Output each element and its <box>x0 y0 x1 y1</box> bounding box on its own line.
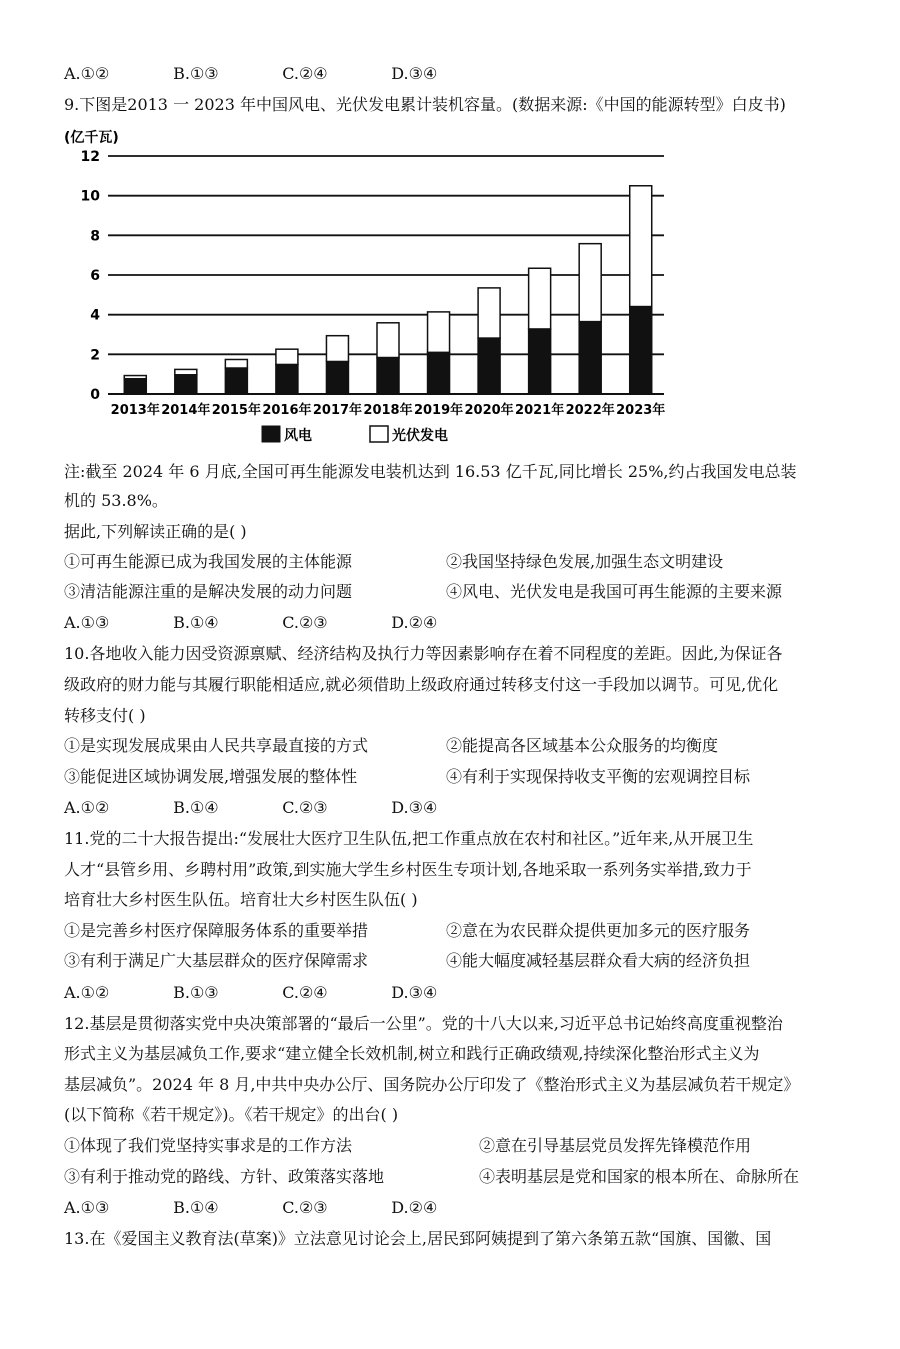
y-tick-label: 0 <box>90 387 100 403</box>
q9-statement-2: ②我国坚持绿色发展,加强生态文明建设 <box>446 552 724 571</box>
bar-solar <box>276 349 298 364</box>
bar-solar <box>529 268 551 329</box>
x-tick-label: 2016年 <box>262 403 312 418</box>
q12-statements-row1 <box>64 1136 864 1156</box>
bar-wind <box>428 352 450 394</box>
q8-option-b[interactable]: B.①③ <box>173 64 219 83</box>
x-tick-label: 2021年 <box>515 403 565 418</box>
q8-option-a[interactable]: A.①② <box>64 64 110 83</box>
x-tick-label: 2014年 <box>161 403 211 418</box>
wind-solar-capacity-chart <box>64 122 674 452</box>
legend-label-wind: 风电 <box>284 428 312 444</box>
bar-solar <box>326 336 348 362</box>
bar-wind <box>579 322 601 394</box>
bar-wind <box>529 329 551 394</box>
q10-statements-row2 <box>64 767 864 787</box>
q12-option-a[interactable]: A.①③ <box>64 1198 110 1217</box>
x-tick-label: 2019年 <box>413 403 464 418</box>
q9-statements-row2 <box>64 582 864 602</box>
q10-option-d[interactable]: D.③④ <box>391 798 438 817</box>
bar-solar <box>579 244 601 322</box>
bar-wind <box>478 338 500 394</box>
q9-stem: 9.下图是2013 一 2023 年中国风电、光伏发电累计装机容量。(数据来源:《中国的能源转型》白皮书) <box>64 95 786 114</box>
x-tick-label: 2023年 <box>616 403 666 418</box>
bar-wind <box>326 361 348 394</box>
x-tick-label: 2013年 <box>110 403 160 418</box>
q12-option-c[interactable]: C.②③ <box>282 1198 328 1217</box>
q12-statements-row2 <box>64 1167 864 1187</box>
q8-option-d[interactable]: D.③④ <box>391 64 438 83</box>
q9-options <box>64 613 495 633</box>
q10-stem-line2: 级政府的财力能与其履行职能相适应,就必须借助上级政府通过转移支付这一手段加以调节。可见,优化 <box>64 675 779 694</box>
chart-x-ticks <box>111 402 666 418</box>
bar-solar <box>630 186 652 307</box>
q9-note-line2: 机的 53.8%。 <box>64 491 168 510</box>
q11-statements-row1 <box>64 921 864 941</box>
q13-stem-line1: 13.在《爱国主义教育法(草案)》立法意见讨论会上,居民郅阿姨提到了第六条第五款“国旗、国徽、国 <box>64 1229 772 1248</box>
q9-statement-3: ③清洁能源注重的是解决发展的动力问题 <box>64 582 353 601</box>
q10-option-a[interactable]: A.①② <box>64 798 110 817</box>
bar-wind <box>377 358 399 394</box>
bar-solar <box>428 312 450 352</box>
q11-statements-row2 <box>64 951 864 971</box>
q12-statement-4: ④表明基层是党和国家的根本所在、命脉所在 <box>479 1167 800 1186</box>
x-tick-label: 2017年 <box>312 403 363 418</box>
x-tick-label: 2018年 <box>363 403 413 418</box>
y-tick-label: 8 <box>90 228 100 245</box>
q9-option-b[interactable]: B.①④ <box>173 613 219 632</box>
q12-stem-line2: 形式主义为基层减负工作,要求“建立健全长效机制,树立和践行正确政绩观,持续深化整治形式主义为 <box>64 1044 760 1063</box>
bar-solar <box>175 369 197 374</box>
q11-statement-1: ①是完善乡村医疗保障服务体系的重要举措 <box>64 921 369 940</box>
q12-stem-line3: 基层减负”。2024 年 8 月,中共中央办公厅、国务院办公厅印发了《整治形式主义为基层减负若干规定》 <box>64 1075 800 1094</box>
y-tick-label: 4 <box>90 307 100 324</box>
q9-statement-4: ④风电、光伏发电是我国可再生能源的主要来源 <box>446 582 783 601</box>
q10-stem-line1: 10.各地收入能力因受资源禀赋、经济结构及执行力等因素影响存在着不同程度的差距。因此,为保证各 <box>64 644 783 663</box>
y-tick-label: 2 <box>90 347 100 364</box>
bar-solar <box>377 323 399 358</box>
q9-option-d[interactable]: D.②④ <box>391 613 438 632</box>
bar-wind <box>124 379 146 394</box>
q12-options <box>64 1198 495 1218</box>
x-tick-label: 2015年 <box>211 403 261 418</box>
q10-statement-4: ④有利于实现保持收支平衡的宏观调控目标 <box>446 767 751 786</box>
y-tick-label: 6 <box>90 268 100 284</box>
legend-swatch-wind <box>262 426 280 442</box>
q11-stem-line1: 11.党的二十大报告提出:“发展壮大医疗卫生队伍,把工作重点放在农村和社区。”近年来,从开展卫生 <box>64 829 754 848</box>
q9-statement-1: ①可再生能源已成为我国发展的主体能源 <box>64 552 353 571</box>
q11-stem-line3: 培育壮大乡村医生队伍。培育壮大乡村医生队伍( ) <box>64 890 418 909</box>
chart-unit-label: (亿千瓦) <box>64 130 119 146</box>
q11-option-a[interactable]: A.①② <box>64 983 110 1002</box>
q12-option-b[interactable]: B.①④ <box>173 1198 219 1217</box>
q10-statement-2: ②能提高各区域基本公众服务的均衡度 <box>446 736 719 755</box>
bar-wind <box>225 368 247 394</box>
q11-option-d[interactable]: D.③④ <box>391 983 438 1002</box>
chart-y-ticks <box>81 149 101 403</box>
x-tick-label: 2022年 <box>565 403 615 418</box>
bar-solar <box>478 288 500 338</box>
q11-statement-3: ③有利于满足广大基层群众的医疗保障需求 <box>64 951 369 970</box>
bar-wind <box>276 364 298 394</box>
q12-statement-2: ②意在引导基层党员发挥先锋模范作用 <box>479 1136 752 1155</box>
q9-question: 据此,下列解读正确的是( ) <box>64 522 247 541</box>
q10-statements-row1 <box>64 736 864 756</box>
bar-solar <box>225 359 247 368</box>
q8-options <box>64 64 495 84</box>
bar-wind <box>175 375 197 394</box>
q12-statement-1: ①体现了我们党坚持实事求是的工作方法 <box>64 1136 353 1155</box>
q12-option-d[interactable]: D.②④ <box>391 1198 438 1217</box>
q10-statement-3: ③能促进区域协调发展,增强发展的整体性 <box>64 767 358 786</box>
q10-option-c[interactable]: C.②③ <box>282 798 328 817</box>
q9-option-c[interactable]: C.②③ <box>282 613 328 632</box>
legend-swatch-solar <box>370 426 388 442</box>
q9-note-line1: 注:截至 2024 年 6 月底,全国可再生能源发电装机达到 16.53 亿千瓦,同比增长 25%,约占我国发电总装 <box>64 462 797 481</box>
q10-option-b[interactable]: B.①④ <box>173 798 219 817</box>
x-tick-label: 2020年 <box>464 403 514 418</box>
q11-options <box>64 983 495 1003</box>
q10-stem-line3: 转移支付( ) <box>64 706 146 725</box>
q10-options <box>64 798 495 818</box>
q11-option-b[interactable]: B.①③ <box>173 983 219 1002</box>
q11-statement-2: ②意在为农民群众提供更加多元的医疗服务 <box>446 921 751 940</box>
q12-statement-3: ③有利于推动党的路线、方针、政策落实落地 <box>64 1167 385 1186</box>
q12-stem-line4: (以下简称《若干规定》)。《若干规定》的出台( ) <box>64 1105 399 1124</box>
legend-label-solar: 光伏发电 <box>392 428 448 444</box>
bar-solar <box>124 376 146 379</box>
chart-legend <box>262 426 448 444</box>
chart-bars <box>124 186 651 394</box>
y-tick-label: 12 <box>80 149 100 165</box>
q11-stem-line2: 人才“县管乡用、乡聘村用”政策,到实施大学生乡村医生专项计划,各地采取一系列务实举措,致力于 <box>64 860 752 879</box>
q11-statement-4: ④能大幅度减轻基层群众看大病的经济负担 <box>446 951 751 970</box>
q11-option-c[interactable]: C.②④ <box>282 983 328 1002</box>
y-tick-label: 10 <box>80 188 100 205</box>
q8-option-c[interactable]: C.②④ <box>282 64 328 83</box>
q9-option-a[interactable]: A.①③ <box>64 613 110 632</box>
q9-statements-row1 <box>64 552 864 572</box>
bar-wind <box>630 307 652 394</box>
q10-statement-1: ①是实现发展成果由人民共享最直接的方式 <box>64 736 369 755</box>
q12-stem-line1: 12.基层是贯彻落实党中央决策部署的“最后一公里”。党的十八大以来,习近平总书记始终高度重视整治 <box>64 1014 783 1033</box>
